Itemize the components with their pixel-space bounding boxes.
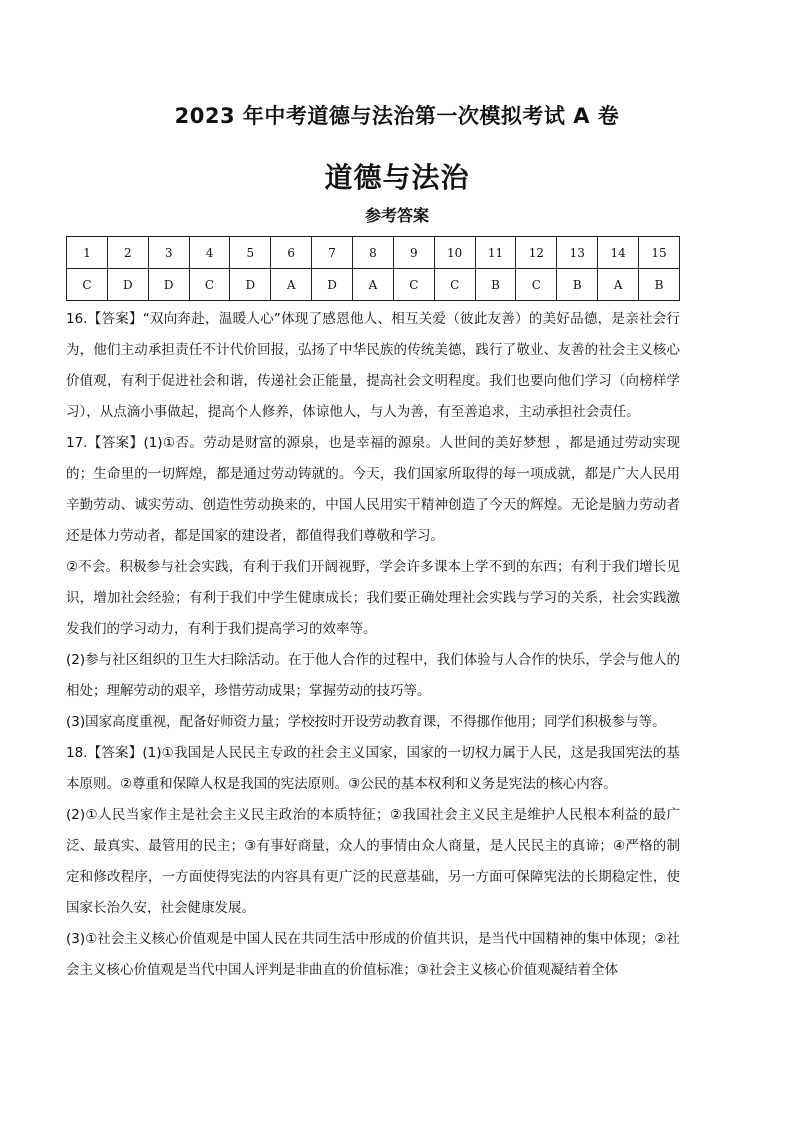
answer-letter: A bbox=[271, 269, 312, 301]
question-number: 1 bbox=[67, 237, 108, 269]
answer-paragraph: 16.【答案】“双向奔赴，温暖人心”体现了感恩他人、相互关爱（彼此友善）的美好品德，是亲社会行为，他们主动承担责任不计代价回报，弘扬了中华民族的传统美德，践行了敬业、友善的社会主义核心价值观，有利于促进社会和谐，传递社会正能量，提高社会文明程度。我们也要向他们学习（向榜样学习），从点滴小事做起，提高个人修养，体谅他人，与人为善，有至善追求，主动承担社会责任。 bbox=[66, 311, 680, 420]
answer-letter: C bbox=[516, 269, 557, 301]
exam-title: 2023 年中考道德与法治第一次模拟考试 A 卷 bbox=[174, 104, 620, 128]
question-number-row bbox=[67, 237, 680, 269]
question-number: 10 bbox=[434, 237, 475, 269]
question-number: 3 bbox=[148, 237, 189, 269]
question-number: 2 bbox=[107, 237, 148, 269]
question-number: 9 bbox=[393, 237, 434, 269]
answer-letter: C bbox=[67, 269, 108, 301]
answer-letter: B bbox=[475, 269, 516, 301]
answer-letter: D bbox=[107, 269, 148, 301]
answer-letter: D bbox=[312, 269, 353, 301]
answer-letter-row bbox=[67, 269, 680, 301]
answer-paragraph: 18.【答案】(1)①我国是人民民主专政的社会主义国家，国家的一切权力属于人民，这是我国宪法的基本原则。②尊重和保障人权是我国的宪法原则。③公民的基本权利和义务是宪法的核心内容。 bbox=[66, 745, 680, 792]
question-number: 5 bbox=[230, 237, 271, 269]
answer-letter: D bbox=[148, 269, 189, 301]
answer-paragraph: (3)①社会主义核心价值观是中国人民在共同生活中形成的价值共识，是当代中国精神的集中体现；②社会主义核心价值观是当代中国人评判是非曲直的价值标准；③社会主义核心价值观凝结着全体 bbox=[66, 931, 680, 978]
answer-letter: D bbox=[230, 269, 271, 301]
question-number: 8 bbox=[353, 237, 394, 269]
answer-letter: A bbox=[353, 269, 394, 301]
answer-key-title: 参考答案 bbox=[364, 206, 429, 225]
answer-explanations bbox=[66, 304, 680, 986]
answer-table bbox=[66, 236, 680, 301]
answer-paragraph: 17.【答案】(1)①否。劳动是财富的源泉，也是幸福的源泉。人世间的美好梦想 ，都是通过劳动实现的；生命里的一切辉煌，都是通过劳动铸就的。今天，我们国家所取得的每一项成就，都是广大人民用辛勤劳动、诚实劳动、创造性劳动换来的，中国人民用实干精神创造了今天的辉煌。无论是脑力劳动者还是体力劳动者，都是国家的建设者，都值得我们尊敬和学习。 bbox=[66, 435, 680, 544]
question-number: 11 bbox=[475, 237, 516, 269]
question-number: 4 bbox=[189, 237, 230, 269]
answer-letter: B bbox=[557, 269, 598, 301]
question-number: 13 bbox=[557, 237, 598, 269]
subject-title: 道德与法治 bbox=[324, 161, 470, 194]
question-number: 15 bbox=[639, 237, 680, 269]
answer-letter: C bbox=[434, 269, 475, 301]
question-number: 14 bbox=[598, 237, 639, 269]
answer-paragraph: (3)国家高度重视，配备好师资力量；学校按时开设劳动教育课，不得挪作他用；同学们积极参与等。 bbox=[66, 714, 666, 730]
question-number: 7 bbox=[312, 237, 353, 269]
answer-letter: C bbox=[393, 269, 434, 301]
answer-letter: B bbox=[639, 269, 680, 301]
question-number: 12 bbox=[516, 237, 557, 269]
answer-paragraph: (2)①人民当家作主是社会主义民主政治的本质特征；②我国社会主义民主是维护人民根本利益的最广泛、最真实、最管用的民主；③有事好商量，众人的事情由众人商量，是人民民主的真谛；④严格的制定和修改程序，一方面使得宪法的内容具有更广泛的民意基础，另一方面可保障宪法的长期稳定性，使国家长治久安，社会健康发展。 bbox=[66, 807, 680, 916]
answer-letter: C bbox=[189, 269, 230, 301]
answer-paragraph: ②不会。积极参与社会实践，有利于我们开阔视野，学会许多课本上学不到的东西；有利于我们增长见识，增加社会经验；有利于我们中学生健康成长；我们要正确处理社会实践与学习的关系，社会实践激发我们的学习动力，有利于我们提高学习的效率等。 bbox=[66, 559, 680, 637]
answer-letter: A bbox=[598, 269, 639, 301]
question-number: 6 bbox=[271, 237, 312, 269]
answer-paragraph: (2)参与社区组织的卫生大扫除活动。在于他人合作的过程中，我们体验与人合作的快乐，学会与他人的相处；理解劳动的艰辛，珍惜劳动成果；掌握劳动的技巧等。 bbox=[66, 652, 680, 699]
